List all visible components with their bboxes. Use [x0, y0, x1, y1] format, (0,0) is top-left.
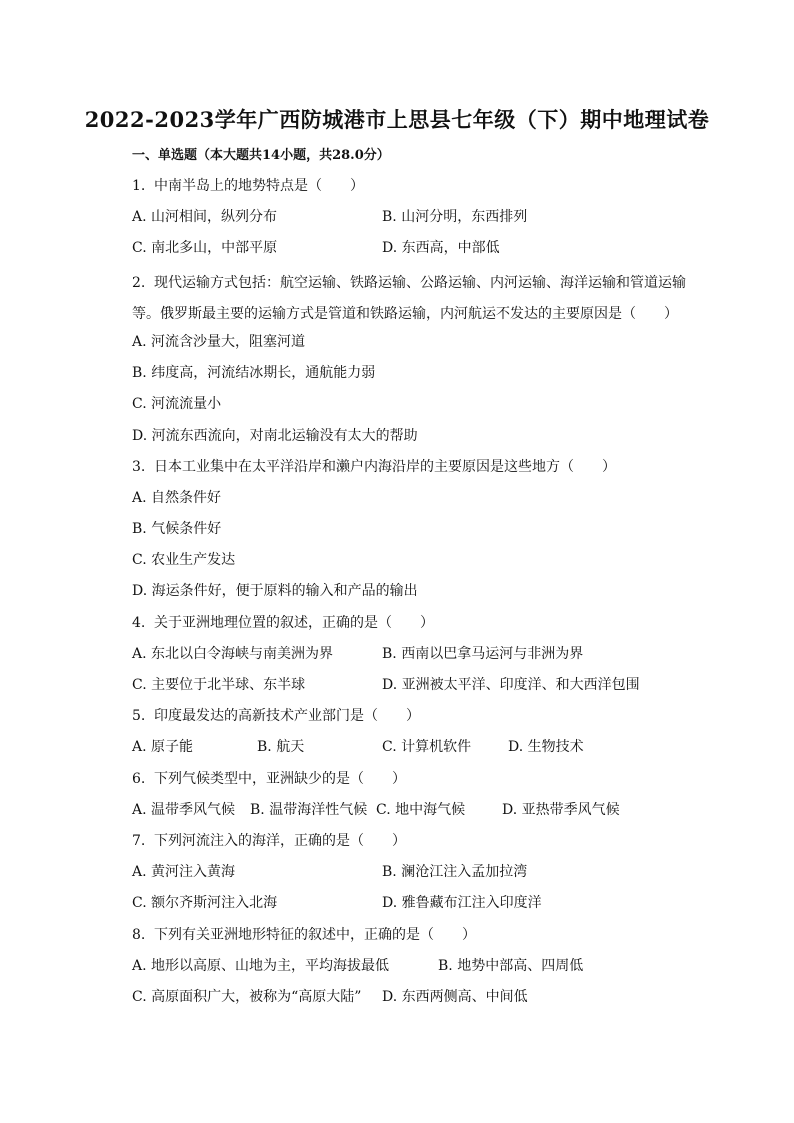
question-1 — [132, 174, 692, 205]
question-stem: 下列有关亚洲地形特征的叙述中，正确的是（ ） — [154, 926, 476, 943]
question-6 — [132, 767, 692, 798]
question-8 — [132, 923, 692, 954]
option-a: A. 河流含沙量大，阻塞河道 — [132, 333, 306, 350]
question-3 — [132, 455, 692, 486]
option-c: C. 南北多山，中部平原 — [132, 240, 278, 257]
option-d: D. 生物技术 — [508, 739, 584, 756]
option-c: C. 河流流量小 — [132, 396, 222, 413]
question-number: 4. — [132, 614, 146, 631]
option-a: A. 山河相间，纵列分布 — [132, 209, 278, 226]
option-row — [132, 860, 692, 891]
option-row — [132, 236, 692, 267]
option-d: D. 东西两侧高、中间低 — [382, 988, 528, 1005]
option-row — [132, 891, 692, 922]
option-c: C. 地中海气候 — [376, 801, 466, 818]
question-stem: 日本工业集中在太平洋沿岸和濑户内海沿岸的主要原因是这些地方（ ） — [154, 458, 616, 475]
option-d: D. 河流东西流向，对南北运输没有太大的帮助 — [132, 427, 418, 444]
option-a: A. 原子能 — [132, 739, 194, 756]
option-b: B. 地势中部高、四周低 — [438, 957, 584, 974]
option-c: C. 主要位于北半球、东半球 — [132, 677, 306, 694]
question-number: 2. — [132, 274, 146, 291]
option-b: B. 澜沧江注入孟加拉湾 — [382, 864, 528, 881]
option-row — [132, 985, 692, 1016]
question-2 — [132, 268, 692, 330]
question-number: 5. — [132, 708, 146, 725]
question-7 — [132, 829, 692, 860]
option-d: D. 亚热带季风气候 — [502, 801, 620, 818]
option-row — [132, 205, 692, 236]
option-b: B. 西南以巴拿马运河与非洲为界 — [382, 645, 584, 662]
exam-title: 2022-2023学年广西防城港市上思县七年级（下）期中地理试卷 — [84, 107, 710, 132]
section-heading: 一、单选题（本大题共14小题，共28.0分） — [132, 148, 390, 163]
option-b: B. 气候条件好 — [132, 521, 222, 538]
option-b: B. 温带海洋性气候 — [250, 801, 368, 818]
question-stem: 下列气候类型中，亚洲缺少的是（ ） — [154, 770, 406, 787]
option-d: D. 海运条件好，便于原料的输入和产品的输出 — [132, 583, 418, 600]
option-row — [132, 954, 692, 985]
option-row — [132, 798, 692, 829]
question-stem: 印度最发达的高新技术产业部门是（ ） — [154, 708, 420, 725]
option-c: C. 计算机软件 — [382, 739, 472, 756]
question-stem: 下列河流注入的海洋，正确的是（ ） — [154, 832, 406, 849]
option-d: D. 雅鲁藏布江注入印度洋 — [382, 895, 542, 912]
option-b: B. 山河分明，东西排列 — [382, 209, 528, 226]
question-number: 3. — [132, 458, 146, 475]
option-row — [132, 673, 692, 704]
option-a: A. 东北以白令海峡与南美洲为界 — [132, 645, 334, 662]
question-4 — [132, 611, 692, 642]
question-stem: 现代运输方式包括：航空运输、铁路运输、公路运输、内河运输、海洋运输和管道运输等。俄罗斯最主要的运输方式是管道和铁路运输，内河航运不发达的主要原因是（ ） — [132, 274, 686, 322]
option-d: D. 东西高，中部低 — [382, 240, 500, 257]
option-row — [132, 642, 692, 673]
option-b: B. 纬度高，河流结冰期长，通航能力弱 — [132, 365, 376, 382]
question-number: 1. — [132, 178, 146, 194]
option-a: A. 温带季风气候 — [132, 801, 236, 818]
option-a: A. 自然条件好 — [132, 489, 222, 506]
question-number: 7. — [132, 832, 146, 849]
question-list — [132, 174, 692, 1016]
option-c: C. 高原面积广大，被称为“高原大陆” — [132, 988, 362, 1005]
question-number: 8. — [132, 926, 146, 943]
option-c: C. 额尔齐斯河注入北海 — [132, 895, 278, 912]
option-b: B. 航天 — [257, 739, 305, 756]
option-d: D. 亚洲被太平洋、印度洋、和大西洋包围 — [382, 677, 640, 694]
option-a: A. 黄河注入黄海 — [132, 864, 236, 881]
question-number: 6. — [132, 770, 146, 787]
question-stem: 中南半岛上的地势特点是（ ） — [154, 178, 364, 194]
question-5 — [132, 704, 692, 735]
question-stem: 关于亚洲地理位置的叙述，正确的是（ ） — [154, 614, 434, 631]
option-a: A. 地形以高原、山地为主，平均海拔最低 — [132, 957, 390, 974]
option-row — [132, 735, 692, 766]
option-c: C. 农业生产发达 — [132, 552, 236, 569]
